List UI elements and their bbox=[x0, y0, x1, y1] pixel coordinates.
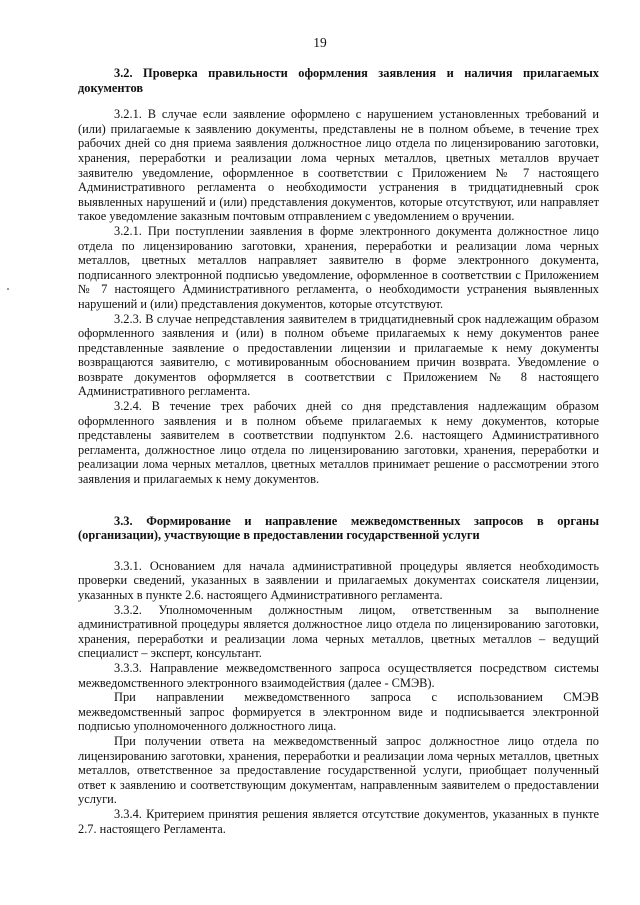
section-3-2-title: 3.2. Проверка правильности оформления заявления и наличия прилагаемых документов bbox=[78, 66, 599, 95]
margin-mark bbox=[7, 288, 9, 290]
paragraph-3-2-1: 3.2.1. В случае если заявление оформлено с нарушением установленных требований и (или) прилагаемые к заявлению документы, представлены не в полном объеме, в течение трех рабочих дней со дня приема заявления должностное лицо отдела по лицензированию заготовки, хранения, переработки и реализации лома черных металлов, цветных металлов вручает заявителю уведомление, оформленное в соответствии с Приложением № 7 настоящего Административного регламента о необходимости устранения в тридцатидневный срок выявленных нарушений и (или) представления документов, которые отсутствуют, или направляет такое уведомление заказным почтовым отправлением с уведомлением о вручении. bbox=[78, 107, 599, 224]
paragraph-response: При получении ответа на межведомственный запрос должностное лицо отдела по лицензированию заготовки, хранения, переработки и реализации лома черных металлов, цветных металлов, ответственное за предоставление государственной услуги, приобщает полученный ответ к заявлению и соответствующим документам, направленным заявителем о предоставлении услуги. bbox=[78, 733, 599, 807]
section-3-3-title: 3.3. Формирование и направление межведомственных запросов в органы (организации), участвующие в предоставлении государственной услуги bbox=[78, 513, 599, 543]
document-body bbox=[78, 66, 599, 836]
paragraph-3-2-4: 3.2.4. В течение трех рабочих дней со дня представления надлежащим образом оформленного заявления и в полном объеме прилагаемых к нему документов, которые представлены заявителем в соответствии подпунктом 2.6. настоящего Административного регламента, должностное лицо отдела по лицензированию заготовки, хранения, переработки и реализации лома черных металлов, цветных металлов принимает решение о рассмотрении этого заявления и прилагаемых к нему документов. bbox=[78, 399, 599, 487]
paragraph-3-3-2: 3.3.2. Уполномоченным должностным лицом, ответственным за выполнение административной процедуры является должностное лицо отдела по лицензированию заготовки, хранения, переработки и реализации лома черных металлов, цветных металлов – ведущий специалист – эксперт, консультант. bbox=[78, 602, 599, 661]
paragraph-3-3-1: 3.3.1. Основанием для начала административной процедуры является необходимость проверки сведений, указанных в заявлении и прилагаемых документах соискателя лицензии, указанных в пункте 2.6. настоящего Административного регламента. bbox=[78, 558, 599, 602]
paragraph-3-3-4: 3.3.4. Критерием принятия решения является отсутствие документов, указанных в пункте 2.7. настоящего Регламента. bbox=[78, 806, 599, 836]
paragraph-3-3-3: 3.3.3. Направление межведомственного запроса осуществляется посредством системы межведомственного электронного взаимодействия (далее - СМЭВ). bbox=[78, 660, 599, 690]
paragraph-smev: При направлении межведомственного запроса с использованием СМЭВ межведомственный запрос формируется в электронном виде и подписывается электронной подписью уполномоченного должностного лица. bbox=[78, 690, 599, 734]
paragraph-3-2-2: 3.2.1. При поступлении заявления в форме электронного документа должностное лицо отдела по лицензированию заготовки, хранения, переработки и реализации лома черных металлов, цветных металлов направляет заявителю в форме электронного документа, подписанного электронной подписью уведомление, оформленное в соответствии с Приложением № 7 настоящего Административного регламента, о необходимости устранения выявленных нарушений и (или) представления документов, которые отсутствуют. bbox=[78, 223, 599, 311]
page-number: 19 bbox=[313, 35, 327, 50]
paragraph-3-2-3: 3.2.3. В случае непредставления заявителем в тридцатидневный срок надлежащим образом оформленного заявления и (или) в полном объеме прилагаемых к нему документов ранее представленные заявление о предоставлении лицензии и прилагаемые к нему документы возвращаются заявителю, с мотивированным обоснованием причин возврата. Уведомление о возврате документов оформляется в соответствии с Приложением № 8 настоящего Административного регламента. bbox=[78, 311, 599, 399]
